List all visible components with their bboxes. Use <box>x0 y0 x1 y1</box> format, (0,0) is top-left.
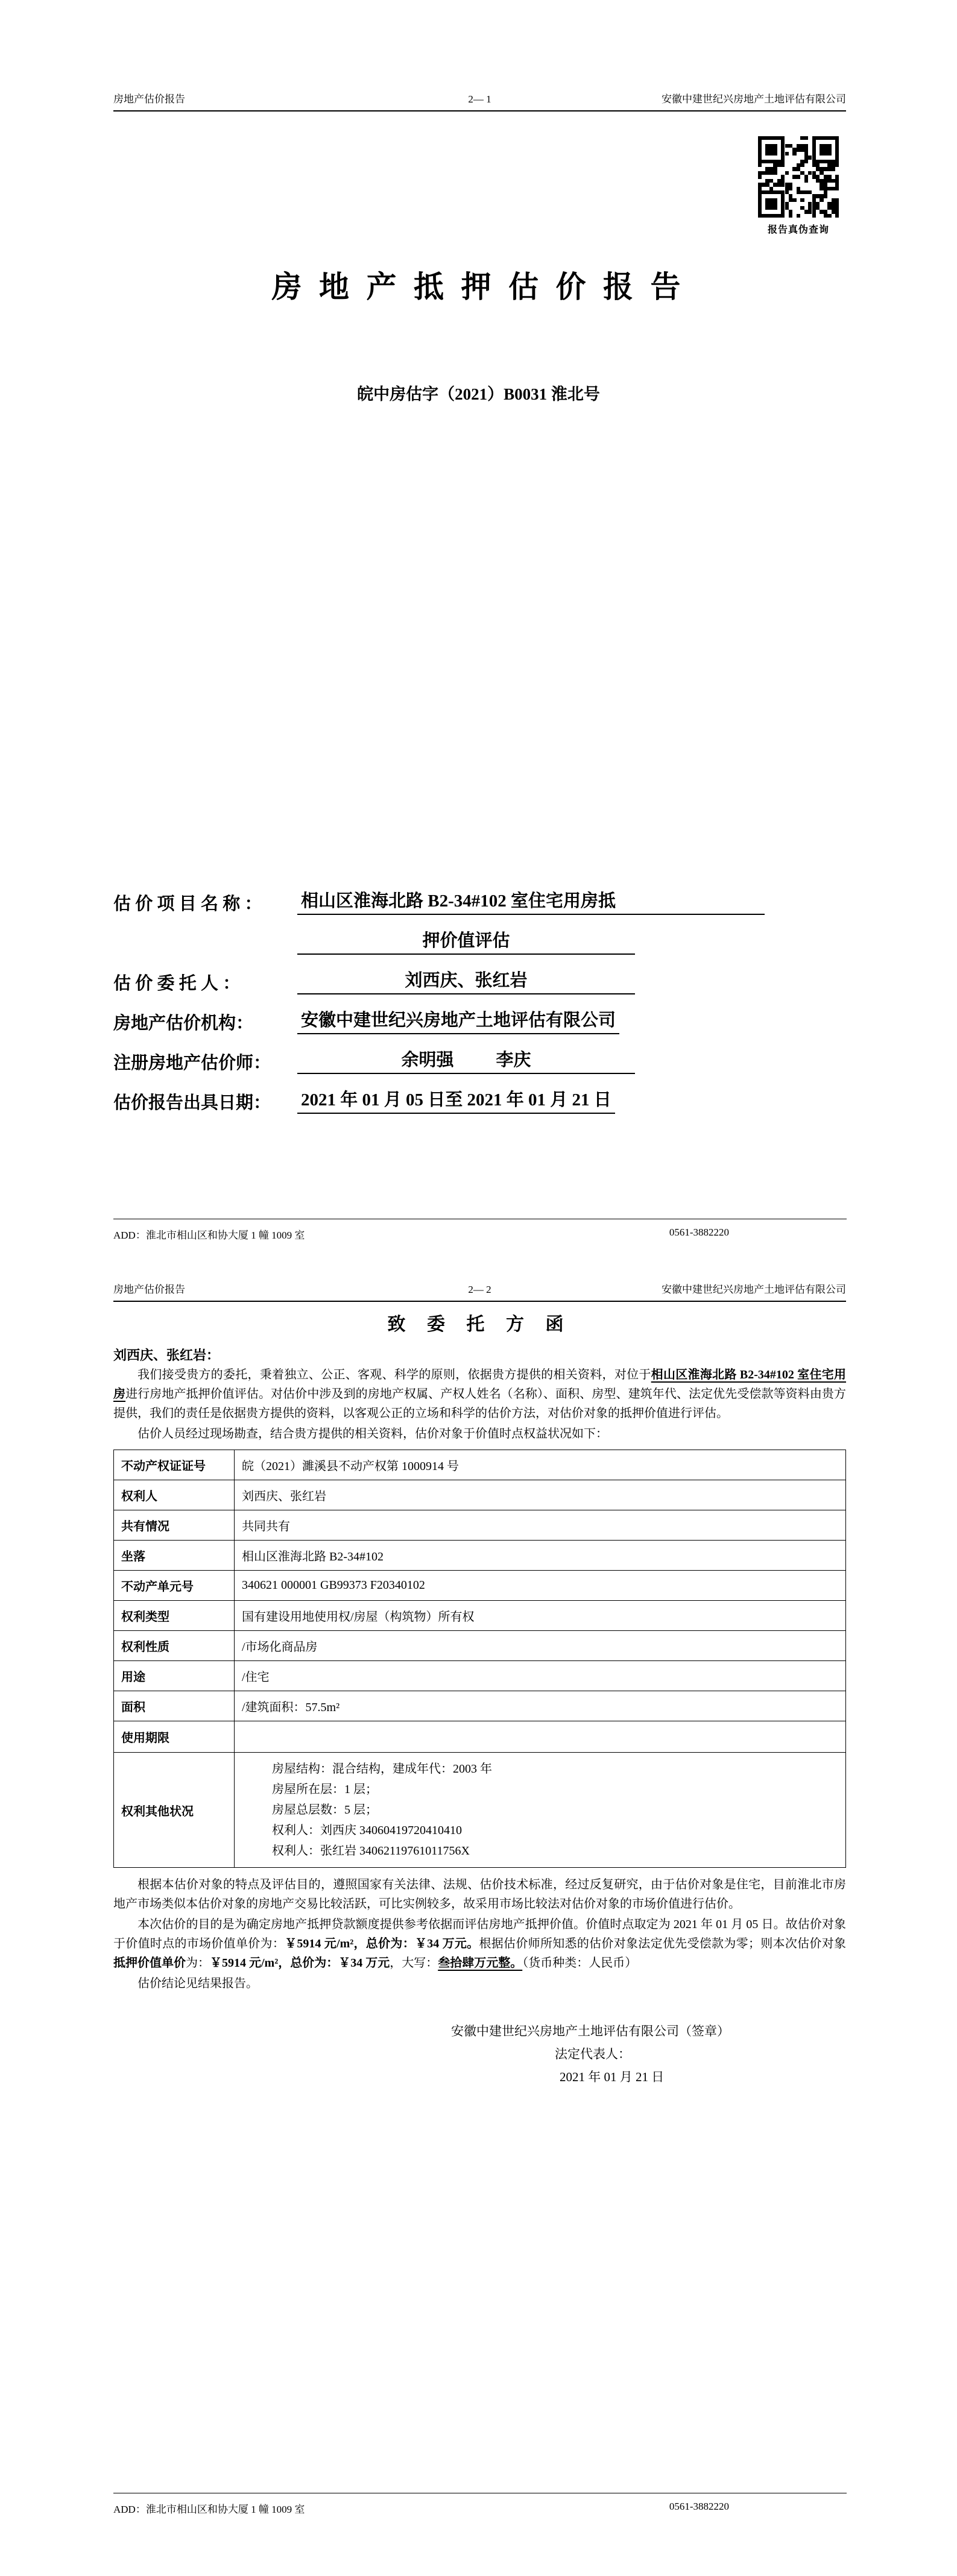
page1-footer <box>113 1219 847 1242</box>
qr-block <box>757 136 839 236</box>
table-row-right-nature <box>114 1631 846 1661</box>
valuation-seg3: 根据估价师所知悉的估价对象法定优先受偿款为零；则本次估价对象 <box>479 1937 847 1950</box>
letter-body <box>113 1309 846 2088</box>
table-row-location <box>114 1541 846 1571</box>
row-value: 国有建设用地使用权/房屋（构筑物）所有权 <box>235 1601 846 1631</box>
intro-seg3: 进行房地产抵押价值评估。对估价中涉及到的房地产权属、产权人姓名（名称）、面积、房型、建筑年代、法定优先受偿款等资料由贵方提供，我们的责任是依据贵方提供的资料，以客观公正的立场和科学的估价方法，对估价对象的抵押价值进行评估。 <box>113 1387 847 1420</box>
amount-in-words: 叁拾肆万元整。 <box>438 1956 523 1970</box>
row-value: 皖（2021）濉溪县不动产权第 1000914 号 <box>235 1450 846 1480</box>
project-name-field <box>113 887 765 915</box>
footer-address: ADD：淮北市相山区和协大厦 1 幢 1009 室 <box>113 2504 305 2515</box>
method-paragraph: 根据本估价对象的特点及评估目的，遵照国家有关法律、法规、估价技术标准，经过反复研究，由于估价对象是住宅，目前淮北市房地产市场类似本估价对象的房地产交易比较活跃，可比实例较多，故采用市场比较法对估价对象的市场价值进行估价。 <box>113 1878 846 1911</box>
header-doc-title: 房地产估价报告 <box>113 1284 185 1295</box>
footer-phone: 0561-3882220 <box>669 1227 729 1238</box>
row-label: 用途 <box>114 1661 235 1691</box>
header-company: 安徽中建世纪兴房地产土地评估有限公司 <box>662 93 846 105</box>
client-field <box>113 967 765 994</box>
signature-block <box>113 2020 846 2088</box>
row-label: 不动产单元号 <box>114 1571 235 1601</box>
row-label: 不动产权证证号 <box>114 1450 235 1480</box>
conclusion-note: 估价结论见结果报告。 <box>137 1977 258 1990</box>
table-row-co-ownership <box>114 1510 846 1541</box>
header-doc-title: 房地产估价报告 <box>113 93 185 105</box>
appraisers-value <box>297 1046 635 1074</box>
valuation-paragraph <box>113 1915 846 1973</box>
row-value: /建筑面积：57.5m² <box>235 1691 846 1721</box>
report-number: 皖中房估字（2021）B0031 淮北号 <box>357 385 600 403</box>
row-label: 权利性质 <box>114 1631 235 1661</box>
project-name-label: 估 价 项 目 名 称 ： <box>113 894 262 914</box>
row-label: 使用期限 <box>114 1721 235 1753</box>
agency-field <box>113 1007 765 1034</box>
row-value <box>235 1721 846 1753</box>
row-value <box>235 1753 846 1868</box>
other-rights-line: 房屋结构：混合结构，建成年代：2003 年 <box>272 1762 492 1776</box>
mortgage-value-highlight: ￥5914 元/m²，总价为：￥34 万元 <box>210 1956 390 1970</box>
table-row-owner <box>114 1480 846 1510</box>
page2-footer <box>113 2493 847 2516</box>
report-date-value: 2021 年 01 月 05 日至 2021 年 01 月 21 日 <box>297 1086 615 1114</box>
row-label: 共有情况 <box>114 1510 235 1541</box>
signature-company: 安徽中建世纪兴房地产土地评估有限公司（签章） <box>451 2024 730 2038</box>
signature-date: 2021 年 01 月 21 日 <box>560 2070 665 2084</box>
header-company: 安徽中建世纪兴房地产土地评估有限公司 <box>662 1284 846 1295</box>
other-rights-line: 房屋所在层：1 层； <box>272 1783 377 1796</box>
qr-code <box>758 136 839 218</box>
row-value: 相山区淮海北路 B2-34#102 <box>235 1541 846 1571</box>
other-rights-line: 房屋总层数：5 层； <box>272 1803 377 1817</box>
row-value: 刘西庆、张红岩 <box>235 1480 846 1510</box>
valuation-seg7: ，大写： <box>390 1956 438 1970</box>
row-value: /住宅 <box>235 1661 846 1691</box>
row-label: 权利其他状况 <box>114 1753 235 1868</box>
agency-value: 安徽中建世纪兴房地产土地评估有限公司 <box>297 1007 619 1034</box>
project-name-value-line1: 相山区淮海北路 B2-34#102 室住宅用房抵 <box>297 887 765 915</box>
table-row-unit-no <box>114 1571 846 1601</box>
appraisers-label: 注册房地产估价师： <box>113 1054 271 1073</box>
page1-header <box>113 90 846 112</box>
agency-label: 房地产估价机构： <box>113 1014 254 1033</box>
market-value-highlight: ￥5914 元/m²，总价为：￥34 万元。 <box>285 1937 479 1950</box>
signature-legal-rep: 法定代表人： <box>555 2047 631 2061</box>
row-value: /市场化商品房 <box>235 1631 846 1661</box>
valuation-seg1: 本次估价的目的是为确定房地产抵押贷款额度提供参考依据而评估房地产抵押价值。价值时点取定为 2021 年 01 月 05 日。故估价对象于价值时点的市场价值单价为： <box>113 1918 846 1950</box>
table-row-area <box>114 1691 846 1721</box>
appraisers-field <box>113 1046 765 1074</box>
cover-fields <box>113 887 765 1126</box>
row-label: 坐落 <box>114 1541 235 1571</box>
row-label: 面积 <box>114 1691 235 1721</box>
salutation: 刘西庆、张红岩： <box>113 1348 220 1363</box>
table-row-usage <box>114 1661 846 1691</box>
row-value: 340621 000001 GB99373 F20340102 <box>235 1571 846 1601</box>
table-row-other-rights <box>114 1753 846 1868</box>
row-label: 权利人 <box>114 1480 235 1510</box>
header-page-number: 2— 1 <box>468 93 491 105</box>
mortgage-value-term: 抵押价值单价 <box>113 1956 186 1970</box>
table-row-term <box>114 1721 846 1753</box>
other-rights-line: 权利人：张红岩 34062119761011756X <box>272 1844 470 1858</box>
row-value: 共同共有 <box>235 1510 846 1541</box>
intro-paragraph <box>113 1365 846 1423</box>
appraiser-name-1: 余明强 <box>401 1051 454 1070</box>
table-row-right-type <box>114 1601 846 1631</box>
qr-caption: 报告真伪查询 <box>767 225 829 235</box>
header-page-number: 2— 2 <box>468 1284 491 1295</box>
project-name-field-line2 <box>113 927 765 955</box>
report-date-field <box>113 1086 765 1114</box>
report-title: 房 地 产 抵 押 估 价 报 告 <box>271 270 686 304</box>
intro-seg1: 我们接受贵方的委托，秉着独立、公正、客观、科学的原则，依据贵方提供的相关资料，对位于 <box>137 1368 651 1381</box>
row-label: 权利类型 <box>114 1601 235 1631</box>
valuation-seg5: 为： <box>186 1956 210 1970</box>
footer-phone: 0561-3882220 <box>669 2501 729 2512</box>
footer-address: ADD：淮北市相山区和协大厦 1 幢 1009 室 <box>113 1230 305 1241</box>
project-name-value-line2: 押价值评估 <box>297 927 635 955</box>
property-rights-table <box>113 1450 846 1868</box>
client-label: 估 价 委 托 人 ： <box>113 974 241 993</box>
client-value: 刘西庆、张红岩 <box>297 967 635 994</box>
property-name-highlight: 相山区淮海北路 B2-34#102 室住宅用房 <box>113 1368 847 1401</box>
letter-title: 致 委 托 方 函 <box>387 1315 572 1334</box>
report-date-label: 估价报告出具日期： <box>113 1093 271 1113</box>
valuation-seg9: （货币种类：人民币） <box>522 1956 637 1970</box>
table-row-cert-no <box>114 1450 846 1480</box>
appraiser-name-2: 李庆 <box>496 1051 531 1070</box>
page2-header <box>113 1281 846 1302</box>
other-rights-line: 权利人：刘西庆 34060419720410410 <box>272 1824 462 1837</box>
survey-paragraph: 估价人员经过现场勘查，结合贵方提供的相关资料，估价对象于价值时点权益状况如下： <box>137 1427 608 1440</box>
